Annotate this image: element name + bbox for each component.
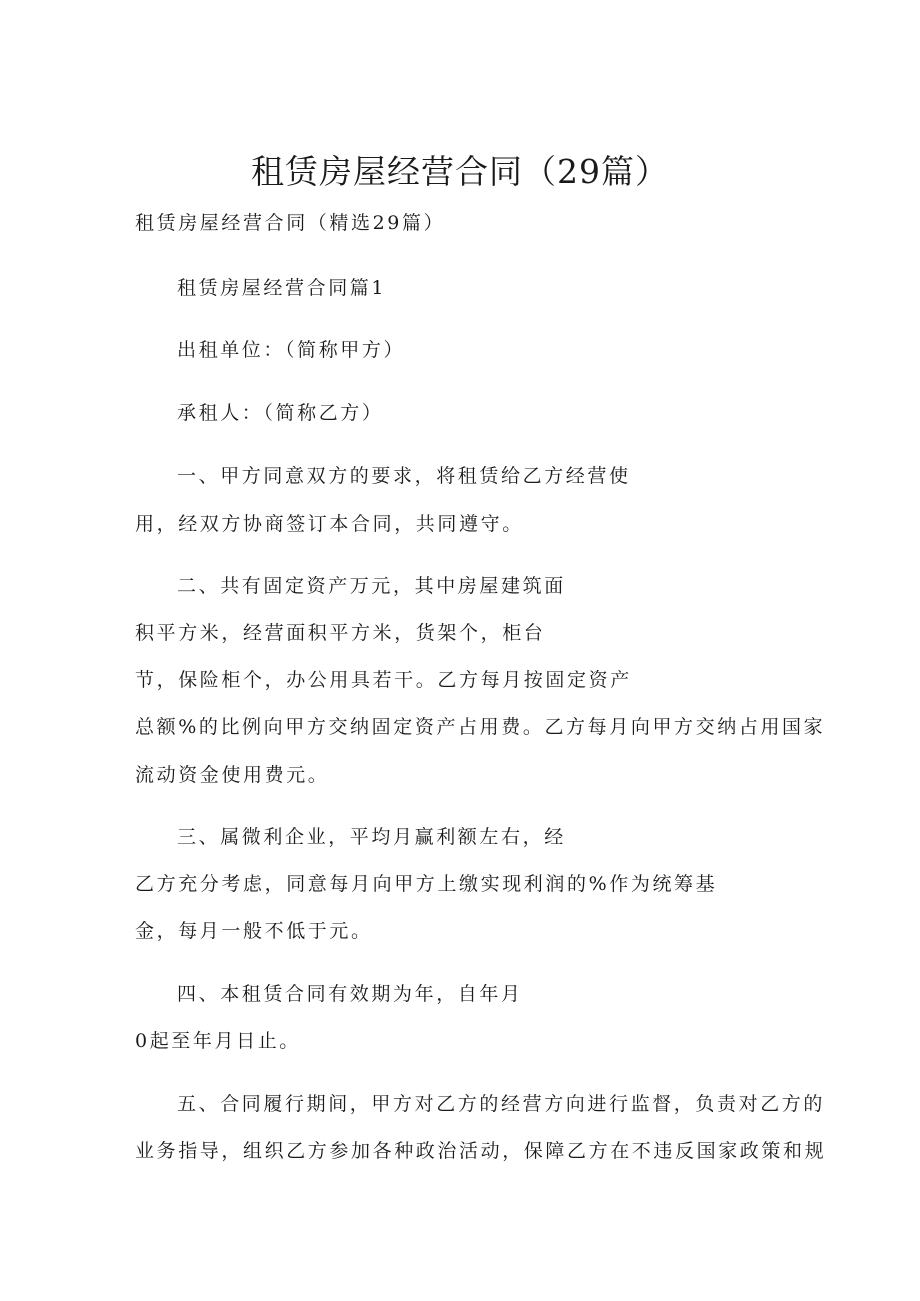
lessor-line: 出租单位：（简称甲方） — [177, 339, 406, 361]
document-title: 租赁房屋经营合同（29篇） — [251, 152, 669, 191]
clause-2-line-5: 流动资金使用费元。 — [135, 764, 330, 786]
clause-5-line-2: 业务指导，组织乙方参加各种政治活动，保障乙方在不违反国家政策和规 — [135, 1140, 827, 1162]
clause-2-line-4: 总额%的比例向甲方交纳固定资产占用费。乙方每月向甲方交纳占用国家 — [135, 716, 826, 738]
document-subtitle: 租赁房屋经营合同（精选29篇） — [135, 212, 446, 234]
lessee-line: 承租人：（简称乙方） — [177, 402, 384, 424]
clause-2-line-1: 二、共有固定资产万元，其中房屋建筑面 — [177, 575, 566, 597]
section-heading: 租赁房屋经营合同篇1 — [177, 277, 387, 299]
clause-2-line-2: 积平方米，经营面积平方米，货架个，柜台 — [135, 622, 546, 644]
clause-1-line-2: 用，经双方协商签订本合同，共同遵守。 — [135, 513, 524, 535]
clause-4-line-1: 四、本租赁合同有效期为年，自年月 — [177, 983, 523, 1005]
clause-1-line-1: 一、甲方同意双方的要求，将租赁给乙方经营使 — [177, 465, 631, 487]
clause-3-line-1: 三、属微利企业，平均月赢利额左右，经 — [177, 826, 566, 848]
clause-3-line-3: 金，每月一般不低于元。 — [135, 920, 373, 942]
clause-2-line-3: 节，保险柜个，办公用具若干。乙方每月按固定资产 — [135, 669, 632, 691]
clause-4-line-2: 0起至年月日止。 — [135, 1030, 301, 1052]
clause-3-line-2: 乙方充分考虑，同意每月向甲方上缴实现利润的%作为统筹基 — [135, 873, 718, 895]
clause-5-line-1: 五、合同履行期间，甲方对乙方的经营方向进行监督，负责对乙方的 — [177, 1093, 826, 1115]
